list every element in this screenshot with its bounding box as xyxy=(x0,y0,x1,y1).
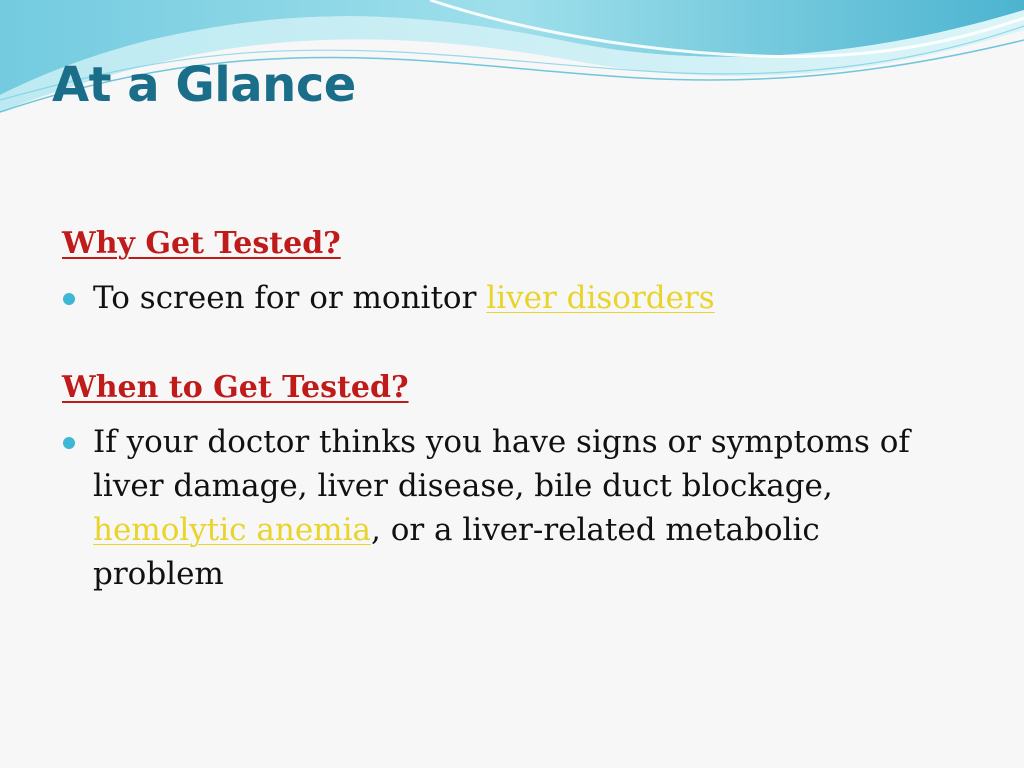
hemolytic-anemia-link[interactable]: hemolytic anemia xyxy=(93,512,371,548)
slide-content xyxy=(62,222,962,596)
bullet-text: If your doctor thinks you have signs or symptoms of liver damage, liver disease, bile duct blockage, xyxy=(93,424,910,504)
filled-circle-bullet-icon xyxy=(63,437,75,449)
section-why-get-tested xyxy=(62,222,962,320)
section-spacer xyxy=(62,320,962,366)
section-when-to-get-tested xyxy=(62,366,962,596)
liver-disorders-link[interactable]: liver disorders xyxy=(486,280,715,316)
bullet-text: To screen for or monitor xyxy=(93,280,487,316)
bullet-item xyxy=(62,276,923,320)
section-heading-when[interactable]: When to Get Tested? xyxy=(62,370,409,405)
filled-circle-bullet-icon xyxy=(63,293,75,305)
bullet-list-why xyxy=(62,276,962,320)
section-heading-why[interactable]: Why Get Tested? xyxy=(62,226,341,261)
slide-title: At a Glance xyxy=(52,57,356,113)
bullet-item xyxy=(62,420,923,596)
bullet-list-when xyxy=(62,420,962,596)
bullet-text-after: , or a liver-related metabolic problem xyxy=(93,512,820,592)
